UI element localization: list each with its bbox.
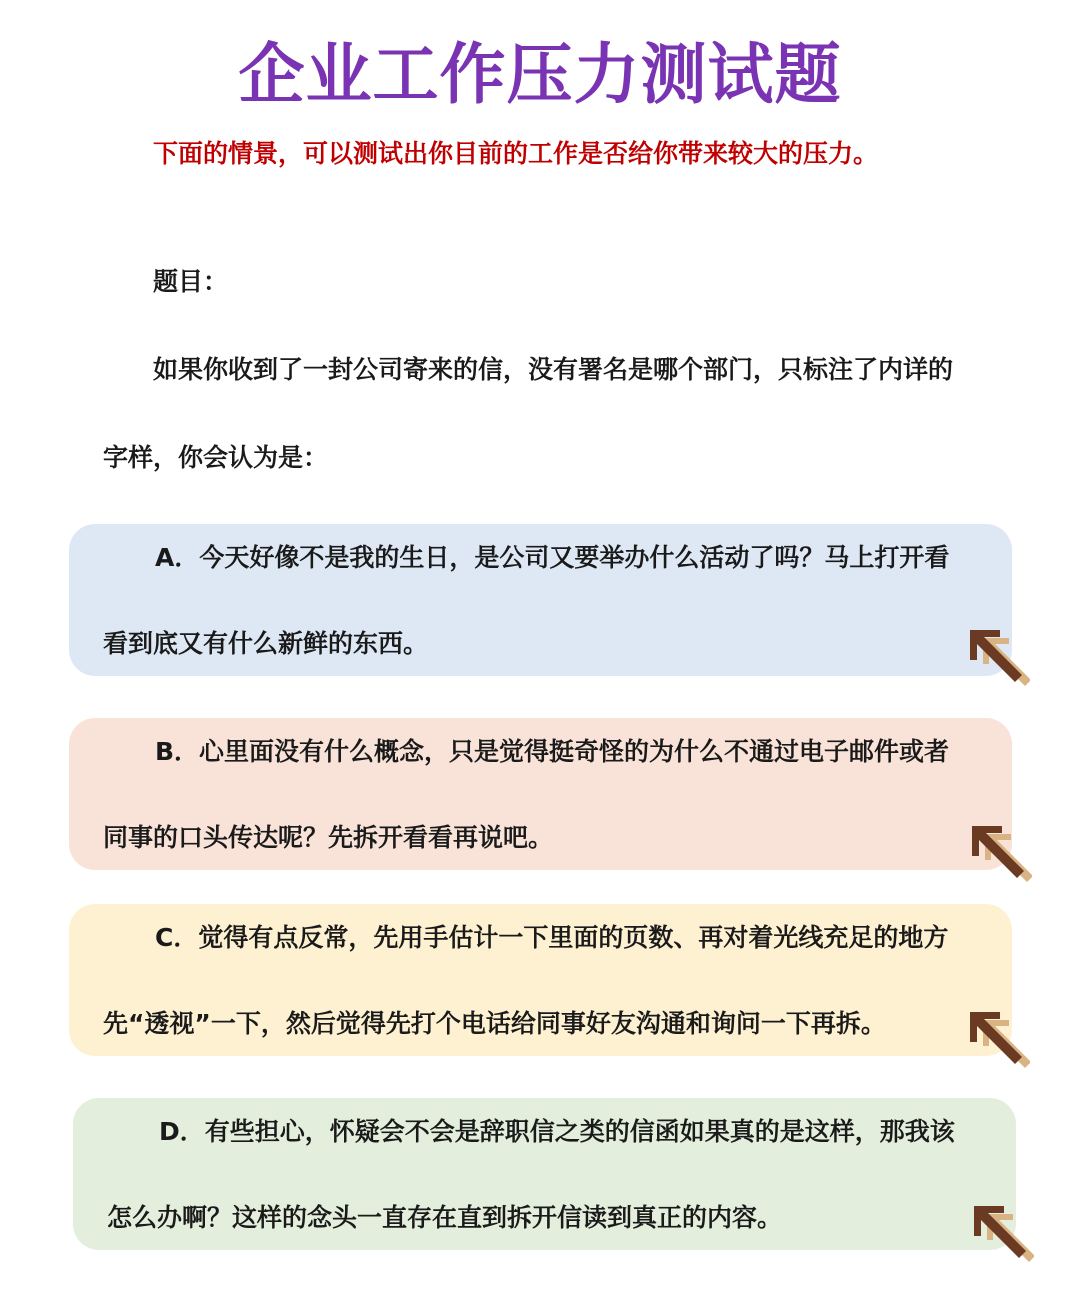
pointer-arrow-icon [970,1202,1034,1266]
question-label: 题目： [153,267,229,296]
question-text-line2: 字样，你会认为是： [103,443,329,472]
option-a-card[interactable] [69,524,1012,676]
option-b-card[interactable] [69,718,1012,870]
option-d-text-line1: D．有些担心，怀疑会不会是辞职信之类的信函如果真的是这样，那我该 [159,1117,955,1146]
page-subtitle: 下面的情景，可以测试出你目前的工作是否给你带来较大的压力。 [153,139,879,168]
option-a-text-line2: 看到底又有什么新鲜的东西。 [103,629,429,658]
option-c-text-line1: C．觉得有点反常，先用手估计一下里面的页数、再对着光线充足的地方 [155,923,949,952]
page-title: 企业工作压力测试题 [238,36,842,113]
option-a-text-line1: A．今天好像不是我的生日，是公司又要举办什么活动了吗？马上打开看 [155,543,950,572]
option-b-text-line1: B．心里面没有什么概念，只是觉得挺奇怪的为什么不通过电子邮件或者 [155,737,950,766]
pointer-arrow-icon [966,1008,1030,1072]
option-c-text-line2: 先“透视”一下，然后觉得先打个电话给同事好友沟通和询问一下再拆。 [103,1009,886,1038]
pointer-arrow-icon [968,822,1032,886]
pointer-arrow-icon [966,626,1030,690]
option-d-text-line2: 怎么办啊？这样的念头一直存在直到拆开信读到真正的内容。 [107,1203,783,1232]
option-b-text-line2: 同事的口头传达呢？先拆开看看再说吧。 [103,823,554,852]
question-text-line1: 如果你收到了一封公司寄来的信，没有署名是哪个部门，只标注了内详的 [153,355,954,384]
option-d-card[interactable] [73,1098,1016,1250]
option-c-card[interactable] [69,904,1012,1056]
